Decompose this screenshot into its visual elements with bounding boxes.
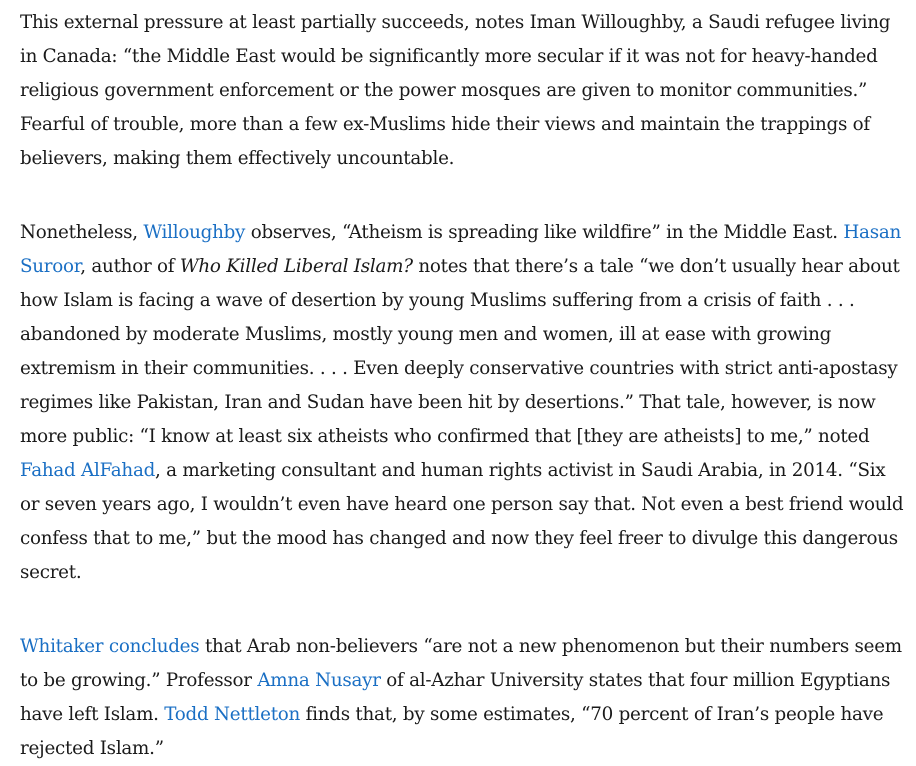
- paragraph-text: that Arab non-believers “are not a new phenomenon but their numbers seem to be growing.” Professor: [20, 636, 902, 691]
- link-amna-nusayr[interactable]: Amna Nusayr: [257, 670, 381, 691]
- paragraph-text: Nonetheless,: [20, 222, 144, 243]
- paragraph-atheism-spreading: [20, 216, 910, 590]
- link-fahad-alfahad[interactable]: Fahad AlFahad: [20, 460, 156, 481]
- paragraph-text: of al-Azhar University states that four million Egyptians have left Islam.: [20, 670, 891, 725]
- link-whitaker-concludes[interactable]: Whitaker concludes: [20, 636, 200, 657]
- link-willoughby[interactable]: Willoughby: [143, 222, 246, 243]
- article-body: [20, 6, 910, 766]
- paragraph-whitaker: [20, 630, 910, 766]
- link-hasan-suroor[interactable]: Hasan Suroor: [20, 222, 902, 277]
- paragraph-text: , author of: [80, 256, 180, 277]
- book-title: Who Killed Liberal Islam?: [179, 256, 413, 277]
- paragraph-text: finds that, by some estimates, “70 percent of Iran’s people have rejected Islam.”: [20, 704, 884, 759]
- paragraph-text: This external pressure at least partially succeeds, notes Iman Willoughby, a Saudi refugee living in Canada: “the Middle East would be significantly more secular if it was not for heavy-handed religious government enforcement or the power mosques are given to monitor communities.” Fearful of trouble, more than a few ex-Muslims hide their views and maintain the trappings of believers, making them effectively uncountable.: [20, 12, 891, 169]
- link-todd-nettleton[interactable]: Todd Nettleton: [164, 704, 301, 725]
- paragraph-text: observes, “Atheism is spreading like wildfire” in the Middle East.: [245, 222, 844, 243]
- paragraph-pressure: [20, 6, 910, 176]
- paragraph-text: notes that there’s a tale “we don’t usually hear about how Islam is facing a wave of desertion by young Muslims suffering from a crisis of faith . . . abandoned by moderate Muslims, mostly young men and women, ill at ease with growing extremism in their communities. . . . Even deeply conservative countries with strict anti-apostasy regimes like Pakistan, Iran and Sudan have been hit by desertions.” That tale, however, is now more public: “I know at least six atheists who confirmed that [they are atheists] to me,” noted: [20, 256, 900, 447]
- paragraph-text: , a marketing consultant and human rights activist in Saudi Arabia, in 2014. “Six or seven years ago, I wouldn’t even have heard one person say that. Not even a best friend would confess that to me,” but the mood has changed and now they feel freer to divulge this dangerous secret.: [20, 460, 904, 583]
